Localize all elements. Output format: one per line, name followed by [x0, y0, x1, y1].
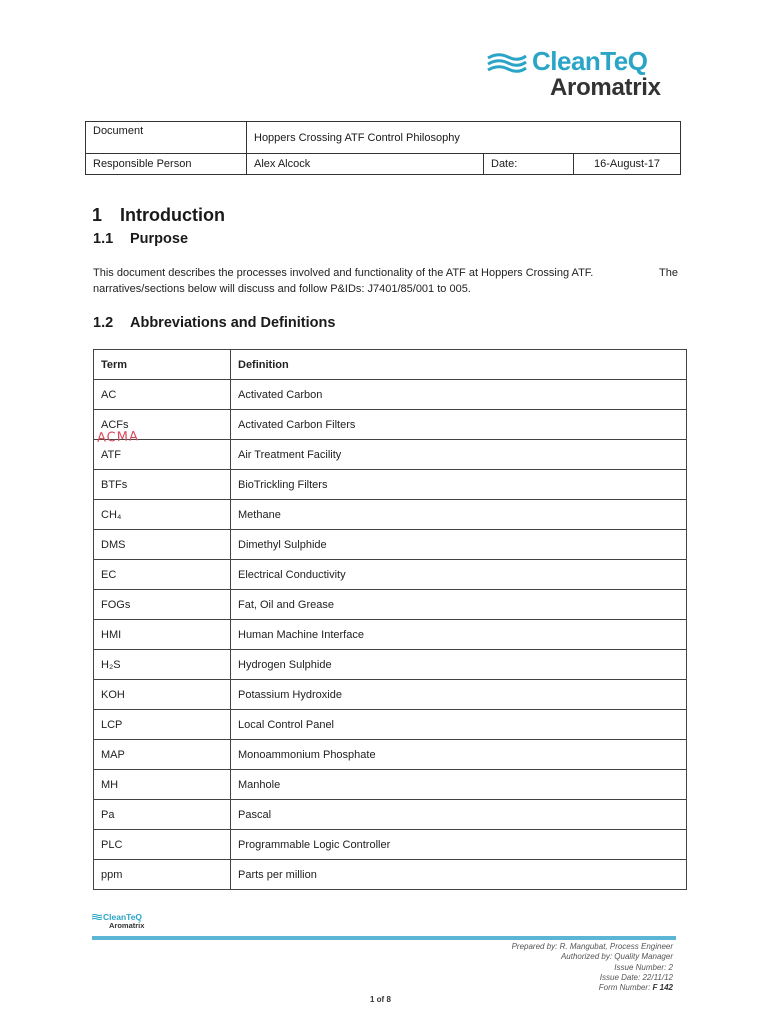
- prepared-by: Prepared by: R. Mangubat, Process Engineer: [511, 942, 673, 951]
- table-row: [94, 380, 687, 410]
- footer-logo: [92, 912, 152, 932]
- footer-divider: [92, 936, 676, 940]
- abbreviation-term: HMI: [94, 620, 231, 650]
- footer-logo-sub: Aromatrix: [109, 921, 145, 930]
- abbreviation-definition: Activated Carbon: [231, 380, 687, 410]
- section-number: 1.2: [93, 315, 114, 331]
- authorized-by: Authorized by: Quality Manager: [560, 952, 673, 962]
- abbreviation-definition: Monoammonium Phosphate: [231, 740, 687, 770]
- table-row: [94, 590, 687, 620]
- abbreviation-definition: Local Control Panel: [231, 710, 687, 740]
- form-number-value: F 142: [652, 983, 673, 993]
- abbreviation-definition: BioTrickling Filters: [231, 470, 687, 500]
- section-title: Purpose: [130, 231, 189, 247]
- table-row: [94, 470, 687, 500]
- abbreviation-term: LCP: [94, 710, 231, 740]
- table-row: [94, 650, 687, 680]
- responsible-person-label: Responsible Person: [86, 154, 247, 175]
- wave-logo-icon: [486, 52, 528, 74]
- section-heading-purpose: [93, 231, 188, 247]
- abbreviation-definition: Fat, Oil and Grease: [231, 590, 687, 620]
- footer-logo-name: CleanTeQ: [103, 912, 143, 922]
- date-label: Date:: [484, 154, 574, 175]
- section-number: 1.1: [93, 231, 114, 247]
- purpose-text-line1-end: The: [659, 267, 678, 279]
- table-row: [94, 740, 687, 770]
- date-value: 16-August-17: [574, 154, 681, 175]
- table-row: [94, 830, 687, 860]
- abbreviation-definition: Dimethyl Sulphide: [231, 530, 687, 560]
- table-row: [94, 770, 687, 800]
- purpose-paragraph: [93, 265, 678, 297]
- abbreviation-term: ACFs: [94, 410, 231, 440]
- abbreviation-definition: Pascal: [231, 800, 687, 830]
- abbreviation-definition: Potassium Hydroxide: [231, 680, 687, 710]
- table-row: [94, 500, 687, 530]
- page-number: 1 of 8: [370, 995, 391, 1004]
- table-row: [86, 154, 681, 175]
- abbreviation-definition: Parts per million: [231, 860, 687, 890]
- abbreviation-term: AC: [94, 380, 231, 410]
- table-row: [94, 410, 687, 440]
- abbreviation-definition: Human Machine Interface: [231, 620, 687, 650]
- document-title: Hoppers Crossing ATF Control Philosophy: [247, 122, 681, 154]
- abbreviation-term: DMS: [94, 530, 231, 560]
- section-title: Introduction: [120, 205, 225, 225]
- abbreviation-definition: Manhole: [231, 770, 687, 800]
- purpose-text-line1: This document describes the processes involved and functionality of the ATF at Hoppers Crossing ATF.: [93, 267, 594, 279]
- issue-number: Issue Number: 2: [614, 962, 673, 972]
- form-number: [512, 983, 673, 993]
- column-header-term: Term: [94, 350, 231, 380]
- table-header-row: [94, 350, 687, 380]
- table-row: [94, 620, 687, 650]
- company-logo: [486, 46, 676, 102]
- purpose-text-line2: narratives/sections below will discuss and follow P&IDs: J7401/85/001 to 005.: [93, 283, 471, 295]
- abbreviation-definition: Hydrogen Sulphide: [231, 650, 687, 680]
- table-row: [94, 560, 687, 590]
- issue-date: Issue Date: 22/11/12: [599, 972, 673, 982]
- abbreviation-term: ppm: [94, 860, 231, 890]
- abbreviation-term: KOH: [94, 680, 231, 710]
- abbreviation-term: PLC: [94, 830, 231, 860]
- footer-document-control: [512, 942, 673, 993]
- logo-brand-sub: Aromatrix: [550, 74, 661, 101]
- section-heading-abbreviations: [93, 315, 335, 331]
- abbreviation-term: H₂S: [94, 650, 231, 680]
- abbreviation-term: EC: [94, 560, 231, 590]
- abbreviation-definition: Methane: [231, 500, 687, 530]
- abbreviation-term: BTFs: [94, 470, 231, 500]
- wave-logo-icon: [92, 914, 102, 920]
- abbreviation-term: FOGs: [94, 590, 231, 620]
- logo-brand-name: CleanTeQ: [532, 46, 648, 76]
- abbreviation-term: MH: [94, 770, 231, 800]
- column-header-definition: Definition: [231, 350, 687, 380]
- document-info-table: [85, 121, 681, 175]
- responsible-person-value: Alex Alcock: [247, 154, 484, 175]
- table-row: [94, 680, 687, 710]
- abbreviation-definition: Air Treatment Facility: [231, 440, 687, 470]
- abbreviation-term: MAP: [94, 740, 231, 770]
- handwritten-annotation: ACMA: [96, 429, 140, 446]
- table-row: [94, 710, 687, 740]
- table-row: [86, 122, 681, 154]
- abbreviation-definition: Activated Carbon Filters: [231, 410, 687, 440]
- abbreviation-definition: Programmable Logic Controller: [231, 830, 687, 860]
- table-row: [94, 530, 687, 560]
- form-number-label: Form Number:: [598, 983, 651, 993]
- table-row: [94, 860, 687, 890]
- abbreviation-term: Pa: [94, 800, 231, 830]
- section-number: 1: [92, 205, 103, 225]
- abbreviations-table: [93, 349, 687, 890]
- document-label: Document: [86, 122, 247, 154]
- section-heading-introduction: [92, 205, 225, 226]
- table-row: [94, 800, 687, 830]
- abbreviation-definition: Electrical Conductivity: [231, 560, 687, 590]
- abbreviation-term: ATF: [94, 440, 231, 470]
- table-row: [94, 440, 687, 470]
- section-title: Abbreviations and Definitions: [130, 315, 336, 331]
- abbreviation-term: CH₄: [94, 500, 231, 530]
